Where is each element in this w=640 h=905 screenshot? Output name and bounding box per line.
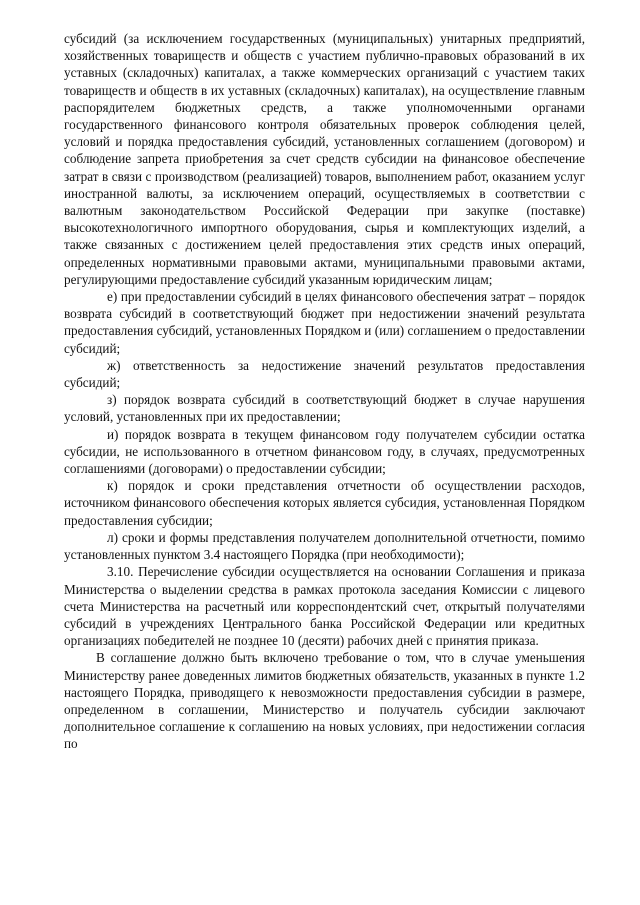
paragraph-item-i: и) порядок возврата в текущем финансовом году получателем субсидии остатка субсидии, не использованного в отчетном финансовом году, в случаях, предусмотренных соглашениями (договорами) о предоставлении субсидии;: [64, 426, 585, 477]
paragraph-agreement-requirement: В соглашение должно быть включено требование о том, что в случае уменьшения Министерству ранее доведенных лимитов бюджетных обязательств, указанных в пункте 1.2 настоящего Порядка, приводящего к невозможности предоставления субсидии в размере, определенном в соглашении, Министерство и получатель субсидии заключают дополнительное соглашение к соглашению на новых условиях, при недостижении согласия по: [64, 650, 585, 752]
paragraph-subsidy-control: субсидий (за исключением государственных (муниципальных) унитарных предприятий, хозяйственных товариществ и обществ с участием публично-правовых образований в их уставных (складочных) капиталах, а также коммерческих организаций с участием таких товариществ и обществ в их уставных (складочных) капиталах), на осуществление главным распорядителем бюджетных средств, а также уполномоченными органами государственного финансового контроля обязательных проверок соблюдения целей, условий и порядка предоставления субсидий, установленных соглашением (договором) и соблюдение запрета приобретения за счет средств субсидии на финансовое обеспечение затрат в связи с производством (реализацией) товаров, выполнением работ, оказанием услуг иностранной валюты, за исключением операций, осуществляемых в соответствии с валютным законодательством Российской Федерации при закупке (поставке) высокотехнологичного импортного оборудования, сырья и комплектующих изделий, а также связанных с достижением целей предоставления этих средств иных операций, определенных нормативными правовыми актами, муниципальными правовыми актами, регулирующими предоставление субсидий указанным юридическим лицам;: [64, 31, 585, 287]
paragraph-item-zh: ж) ответственность за недостижение значений результатов предоставления субсидий;: [64, 357, 585, 391]
paragraph-section-3-10: 3.10. Перечисление субсидии осуществляется на основании Соглашения и приказа Министерства о выделении средства в рамках протокола заседания Комиссии с лицевого счета Министерства на расчетный или корреспондентский счет, открытый получателями субсидий в учреждениях Центрального банка Российской Федерации или кредитных организациях победителей не позднее 10 (десяти) рабочих дней с принятия приказа.: [64, 564, 585, 649]
paragraph-item-l: л) сроки и формы представления получателем дополнительной отчетности, помимо установленных пунктом 3.4 настоящего Порядка (при необходимости);: [64, 529, 585, 563]
paragraph-item-z: з) порядок возврата субсидий в соответствующий бюджет в случае нарушения условий, установленных при их предоставлении;: [64, 392, 585, 425]
paragraph-item-k: к) порядок и сроки представления отчетности об осуществлении расходов, источником финансового обеспечения которых является субсидия, установленная Порядком предоставления субсидии;: [64, 478, 585, 528]
paragraph-item-e: е) при предоставлении субсидий в целях финансового обеспечения затрат – порядок возврата субсидий в соответствующий бюджет при недостижении значений результата предоставления субсидий, установленных Порядком и (или) соглашением о предоставлении субсидий;: [64, 289, 585, 356]
